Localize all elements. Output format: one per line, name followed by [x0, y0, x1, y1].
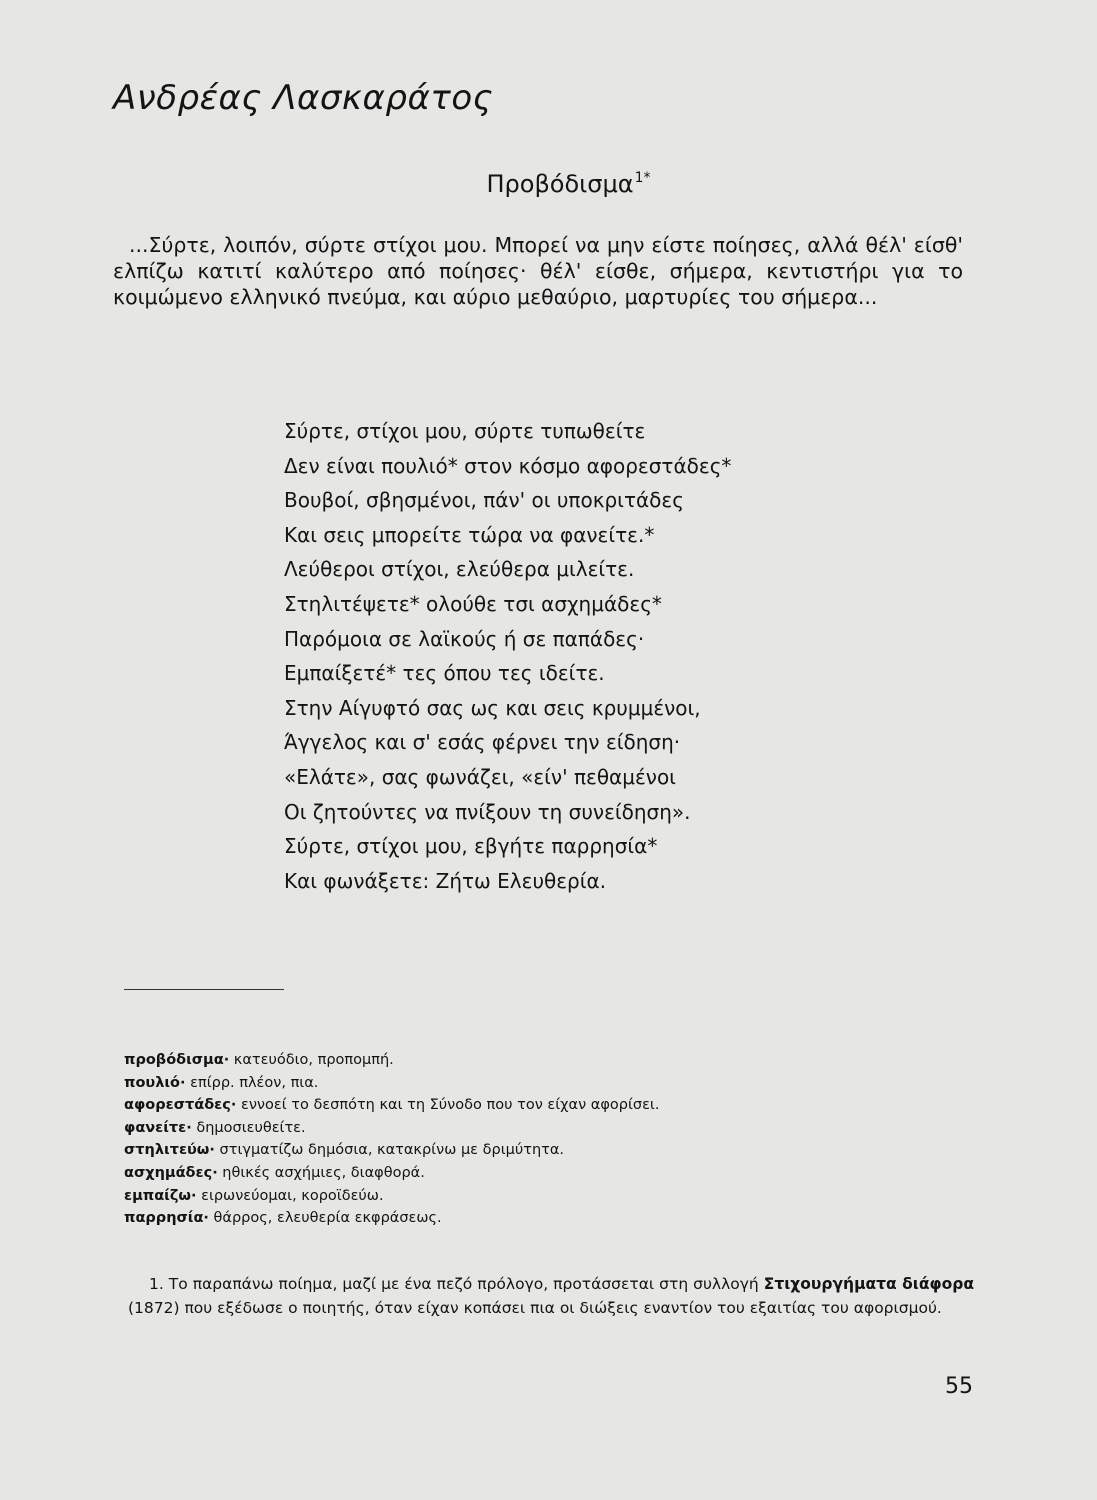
glossary-entry — [124, 1185, 1024, 1208]
glossary-term: ασχημάδες· — [124, 1164, 218, 1181]
intro-text: ...Σύρτε, λοιπόν, σύρτε στίχοι μου. Μπορεί να μην είστε ποίησες, αλλά θέλ' είσθ' ελπίζω κατιτί καλύτερο από ποίησες· θέλ' είσθε, σήμερα, κεντιστήρι για το κοιμώμενο ελληνικό πνεύμα, και αύριο μεθαύριο, μαρτυρίες του σήμερα... — [113, 233, 963, 309]
poem-title-text: Προβόδισμα — [486, 170, 634, 198]
author-heading: Ανδρέας Λασκαράτος — [113, 78, 494, 118]
glossary-entry — [124, 1207, 1024, 1230]
glossary-definition: εννοεί το δεσπότη και τη Σύνοδο που τον είχαν αφορίσει. — [236, 1097, 660, 1114]
verse-line: Άγγελος και σ' εσάς φέρνει την είδηση· — [284, 730, 681, 755]
verse-line: Οι ζητούντες να πνίξουν τη συνείδηση». — [284, 799, 691, 824]
glossary-definition: ηθικές ασχήμιες, διαφθορά. — [217, 1164, 425, 1181]
glossary-definition: κατευόδιο, προπομπή. — [229, 1052, 394, 1068]
verse-line: Εμπαίξετέ* τες όπου τες ιδείτε. — [284, 661, 605, 686]
glossary-term: φανείτε· — [124, 1119, 192, 1136]
verse-line: Βουβοί, σβησμένοι, πάν' οι υποκριτάδες — [284, 488, 684, 513]
glossary-entry — [124, 1117, 1024, 1140]
glossary-entry — [124, 1162, 1024, 1185]
glossary-term: εμπαίζω· — [124, 1187, 197, 1204]
footnote-separator — [124, 989, 284, 990]
footnote-text-after: (1872) που εξέδωσε ο ποιητής, όταν είχαν κοπάσει πια οι διώξεις εναντίον του εξαιτίας του αφορισμού. — [128, 1299, 942, 1317]
glossary-definition: δημοσιευθείτε. — [191, 1119, 306, 1136]
glossary-term: προβόδισμα· — [124, 1052, 230, 1068]
glossary-definition: επίρρ. πλέον, πια. — [185, 1074, 319, 1091]
footnote — [128, 1272, 974, 1320]
footnote-book-title: Στιχουργήματα διάφορα — [763, 1275, 975, 1293]
verse-line: Στην Αίγυφτό σας ως και σεις κρυμμένοι, — [284, 695, 701, 720]
poem-verses — [284, 414, 904, 898]
verse-line: Σύρτε, στίχοι μου, εβγήτε παρρησία* — [284, 834, 658, 859]
glossary-definition: ειρωνεύομαι, κοροϊδεύω. — [196, 1187, 384, 1204]
glossary-term: αφορεστάδες· — [124, 1097, 237, 1114]
verse-line: Σύρτε, στίχοι μου, σύρτε τυπωθείτε — [284, 419, 646, 443]
glossary-definition: θάρρος, ελευθερία εκφράσεως. — [208, 1210, 442, 1227]
verse-line: Στηλιτέψετε* ολούθε τσι ασχημάδες* — [284, 591, 662, 616]
verse-line: Παρόμοια σε λαϊκούς ή σε παπάδες· — [284, 626, 645, 651]
title-footnote-marker: 1* — [634, 170, 651, 186]
glossary-entry — [124, 1094, 1024, 1117]
glossary-term: στηλιτεύω· — [124, 1142, 215, 1159]
glossary-definition: στιγματίζω δημόσια, κατακρίνω με δριμύτητα. — [214, 1142, 565, 1159]
footnote-text-before: 1. Το παραπάνω ποίημα, μαζί με ένα πεζό πρόλογο, προτάσσεται στη συλλογή — [149, 1275, 764, 1293]
glossary-entry — [124, 1072, 1024, 1095]
verse-line: Και σεις μπορείτε τώρα να φανείτε.* — [284, 522, 655, 547]
page-number: 55 — [945, 1374, 973, 1399]
intro-paragraph — [113, 232, 963, 310]
glossary-entry — [124, 1139, 1024, 1162]
verse-line: Και φωνάξετε: Ζήτω Ελευθερία. — [284, 868, 607, 893]
glossary-list — [124, 1049, 1024, 1230]
verse-line: Λεύθεροι στίχοι, ελεύθερα μιλείτε. — [284, 557, 635, 582]
glossary-term: πουλιό· — [124, 1074, 186, 1091]
glossary-entry — [124, 1049, 1024, 1072]
poem-title — [0, 170, 1097, 198]
verse-line: Δεν είναι πουλιό* στον κόσμο αφορεστάδες* — [284, 453, 732, 478]
glossary-term: παρρησία· — [124, 1210, 209, 1227]
verse-line: «Ελάτε», σας φωνάζει, «είν' πεθαμένοι — [284, 764, 676, 789]
